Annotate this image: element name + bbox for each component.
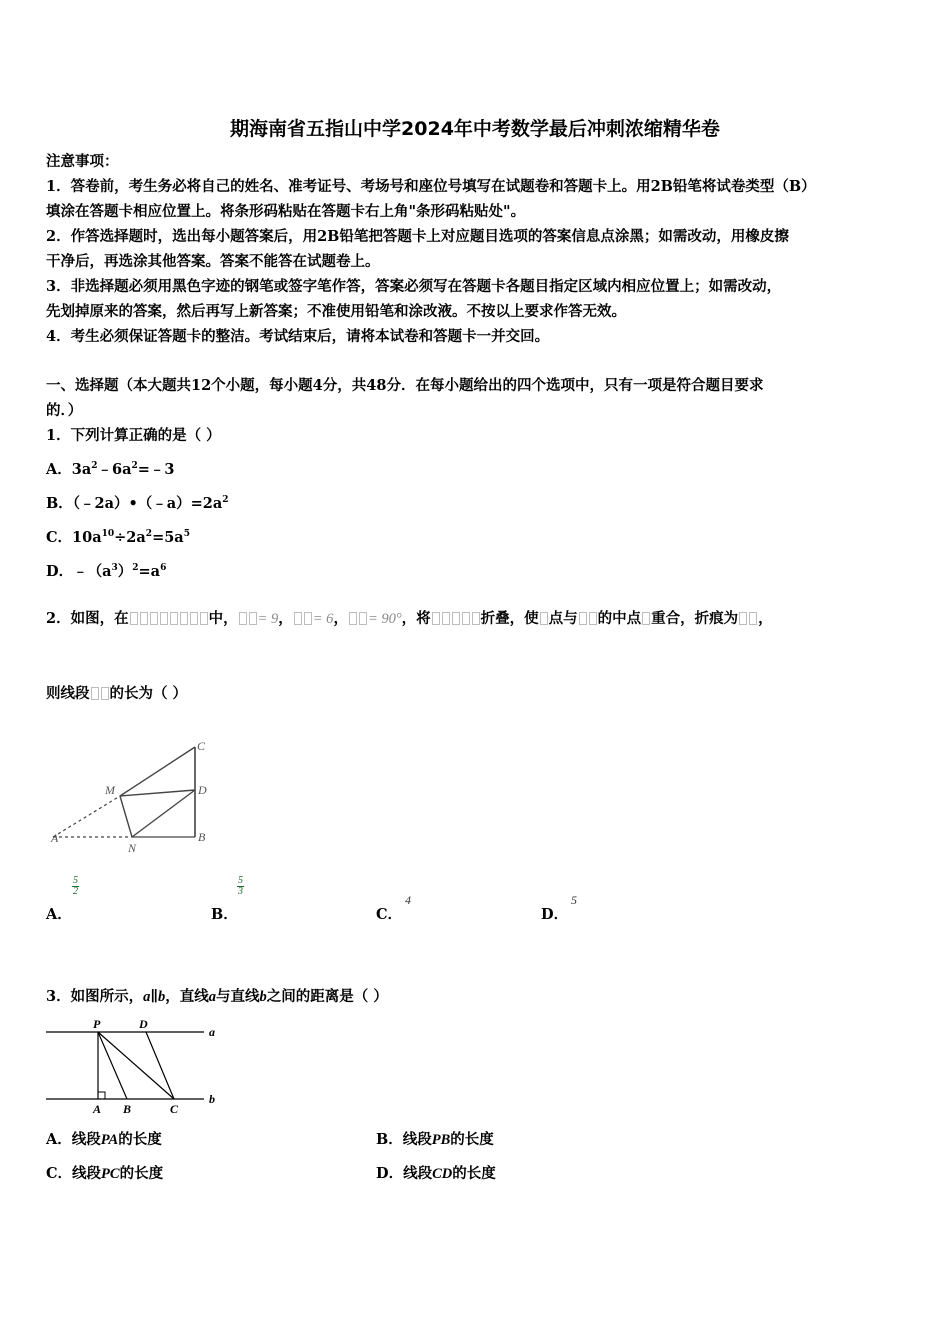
- q3-c-seg: PC: [101, 1166, 120, 1182]
- q2-option-a-fraction: [72, 876, 79, 897]
- q1-a-exp: 2: [131, 461, 138, 471]
- q2-figure: [40, 730, 220, 860]
- section-heading-line-1: 一、选择题（本大题共12个小题，每小题4分，共48分．在每小题给出的四个选项中，只有一项是符合题目要求: [46, 377, 764, 394]
- q3-text: ，直线: [165, 988, 209, 1005]
- q2-option-d-value: 5: [571, 893, 577, 907]
- missing-formula-placeholder: [539, 610, 549, 627]
- q3-a-pre: 线段: [71, 1131, 101, 1148]
- fraction-numerator: 5: [73, 875, 78, 886]
- q1-d-part: =a: [138, 563, 161, 580]
- q3-option-a: [46, 1131, 162, 1149]
- q3-a-seg: PA: [100, 1132, 119, 1148]
- fraction-numerator: 5: [238, 875, 243, 886]
- q1-d-part: ）: [117, 563, 133, 580]
- label-n: N: [128, 841, 137, 855]
- q1-c-part: =5a: [152, 529, 184, 546]
- q3-b-pre: 线段: [402, 1131, 432, 1148]
- q1-c-exp: 10: [101, 529, 115, 539]
- q3-parallel: ∥: [150, 988, 159, 1005]
- q3-d-label: D．: [376, 1165, 404, 1182]
- q2-option-b-label: B．: [211, 906, 238, 923]
- section-heading-line-2: 的．）: [46, 402, 83, 419]
- segment-pb: [98, 1032, 127, 1099]
- missing-formula-placeholder: [293, 610, 313, 627]
- notice-line-1b: 填涂在答题卡相应位置上。将条形码粘贴在答题卡右上角"条形码粘贴处"。: [46, 203, 526, 220]
- q2-text: 重合，折痕为: [651, 610, 739, 627]
- fraction-denominator: 2: [73, 886, 78, 897]
- missing-formula-placeholder: [641, 610, 651, 627]
- fold-line-am: [53, 796, 120, 837]
- segment-mc: [120, 747, 195, 796]
- q1-option-c: [46, 529, 190, 547]
- q3-d-seg: CD: [432, 1166, 453, 1182]
- q2-text: ，: [333, 610, 348, 627]
- q3-figure: [42, 1015, 227, 1120]
- q1-c-part: 10a: [72, 529, 102, 546]
- missing-formula-placeholder: [348, 610, 368, 627]
- notice-line-2b: 干净后，再选涂其他答案。答案不能答在试题卷上。: [46, 253, 380, 270]
- right-angle-mark: [98, 1092, 105, 1099]
- label-a: A: [51, 831, 59, 845]
- notice-line-4: 4．考生必须保证答题卡的整洁。考试结束后，请将本试卷和答题卡一并交回。: [46, 328, 550, 345]
- q2-text: 的中点: [597, 610, 642, 627]
- missing-formula-placeholder: [238, 610, 258, 627]
- q1-c-exp: 5: [183, 529, 190, 539]
- q3-var: a: [143, 989, 151, 1005]
- segment-nd: [132, 790, 195, 837]
- q3-option-c: [46, 1165, 163, 1183]
- q1-a-label: A．: [46, 461, 72, 478]
- q1-a-part: =﹣3: [137, 461, 175, 478]
- q1-d-label: D．: [46, 563, 74, 580]
- label-line-b: b: [209, 1092, 215, 1106]
- label-d: D: [198, 783, 207, 797]
- label-c: C: [170, 1102, 179, 1116]
- q1-a-part: 3a: [71, 461, 92, 478]
- q3-b-post: 的长度: [450, 1131, 494, 1148]
- segment-md: [120, 790, 195, 796]
- q2-option-c-value: 4: [405, 893, 411, 907]
- page-title: 期海南省五指山中学2024年中考数学最后冲刺浓缩精华卷: [230, 118, 720, 140]
- q3-a-post: 的长度: [118, 1131, 162, 1148]
- label-b: B: [123, 1102, 132, 1116]
- q2-text: 中，: [208, 610, 238, 627]
- q2-text: 折叠，使: [480, 610, 539, 627]
- q3-text: 之间的距离是（ ）: [266, 988, 388, 1005]
- q2-stem-line-2: [46, 685, 187, 703]
- notice-heading: 注意事项：: [46, 153, 119, 170]
- q3-text: 与直线: [216, 988, 260, 1005]
- q3-b-label: B．: [376, 1131, 403, 1148]
- notice-line-2a: 2．作答选择题时，选出每小题答案后，用2B铅笔把答题卡上对应题目选项的答案信息点涂黑；如需改动，用橡皮擦: [46, 228, 789, 245]
- label-d: D: [139, 1017, 148, 1031]
- label-b: B: [198, 830, 206, 844]
- notice-line-3a: 3．非选择题必须用黑色字迹的钢笔或签字笔作答，答案必须写在答题卡各题目指定区域内相应位置上；如需改动，: [46, 278, 782, 295]
- notice-line-3b: 先划掉原来的答案，然后再写上新答案；不准使用铅笔和涂改液。不按以上要求作答无效。: [46, 303, 626, 320]
- q1-c-exp: 2: [145, 529, 153, 539]
- notice-line-1a: 1．答卷前，考生务必将自己的姓名、准考证号、考场号和座位号填写在试题卷和答题卡上。用2B铅笔将试卷类型（B）: [46, 178, 816, 195]
- q1-b-exp: 2: [222, 495, 229, 505]
- label-a: A: [93, 1102, 102, 1116]
- q3-var: a: [208, 989, 217, 1005]
- q3-option-b: [376, 1131, 494, 1149]
- q1-b-label: B．: [46, 495, 73, 512]
- q2-option-b-fraction: [237, 876, 244, 897]
- q2-text: 2．如图，在: [46, 610, 129, 627]
- q3-b-seg: PB: [431, 1132, 451, 1148]
- q2-formula: = 6: [312, 611, 334, 627]
- q3-c-post: 的长度: [119, 1165, 164, 1182]
- fraction-denominator: 3: [238, 886, 243, 897]
- missing-formula-placeholder: [431, 610, 481, 627]
- q2-text: ，将: [401, 610, 431, 627]
- q3-option-d: [376, 1165, 496, 1183]
- q1-option-a: [46, 461, 175, 479]
- q3-stem: [46, 988, 388, 1006]
- q2-text: ，: [278, 610, 293, 627]
- q2-text: 的长为（ ）: [109, 685, 188, 702]
- q2-text: 点与: [548, 610, 578, 627]
- q1-d-exp: 2: [132, 563, 139, 573]
- q2-text: 则线段: [46, 685, 90, 702]
- missing-formula-placeholder: [129, 610, 209, 627]
- q2-option-d-label: D．: [541, 906, 569, 923]
- q3-var: b: [158, 989, 166, 1005]
- q2-formula: = 9: [257, 611, 279, 627]
- q1-option-b: [46, 495, 229, 513]
- q3-d-post: 的长度: [452, 1165, 496, 1182]
- q1-a-part: ﹣6a: [97, 461, 132, 478]
- q2-formula: = 90°: [367, 611, 402, 627]
- label-line-a: a: [209, 1025, 215, 1039]
- q1-a-exp: 2: [91, 461, 98, 471]
- q3-c-label: C．: [46, 1165, 73, 1182]
- q1-b-part: （﹣2a）•（﹣a）=2a: [72, 495, 223, 512]
- q3-c-pre: 线段: [72, 1165, 102, 1182]
- segment-pc: [98, 1032, 174, 1099]
- q1-option-d: [46, 563, 166, 581]
- q3-d-pre: 线段: [403, 1165, 433, 1182]
- q1-c-part: ÷2a: [114, 529, 146, 546]
- segment-dc: [146, 1032, 174, 1099]
- q1-d-exp: 3: [111, 563, 118, 573]
- missing-formula-placeholder: [738, 610, 758, 627]
- label-p: P: [93, 1017, 101, 1031]
- q2-option-c-label: C．: [376, 906, 403, 923]
- q1-c-label: C．: [46, 529, 73, 546]
- crease-mn: [120, 796, 132, 837]
- q3-text: 3．如图所示，: [46, 988, 144, 1005]
- q3-a-label: A．: [46, 1131, 72, 1148]
- q1-stem: 1．下列计算正确的是（ ）: [46, 427, 221, 444]
- q2-option-a-label: A．: [46, 906, 72, 923]
- label-c: C: [197, 739, 206, 753]
- q1-d-part: ﹣（a: [73, 563, 112, 580]
- q1-d-exp: 6: [160, 563, 167, 573]
- q3-var: b: [259, 989, 267, 1005]
- q2-text: ，: [758, 610, 773, 627]
- label-m: M: [105, 783, 115, 797]
- q2-stem-line-1: [46, 610, 773, 628]
- missing-formula-placeholder: [90, 685, 110, 702]
- missing-formula-placeholder: [578, 610, 598, 627]
